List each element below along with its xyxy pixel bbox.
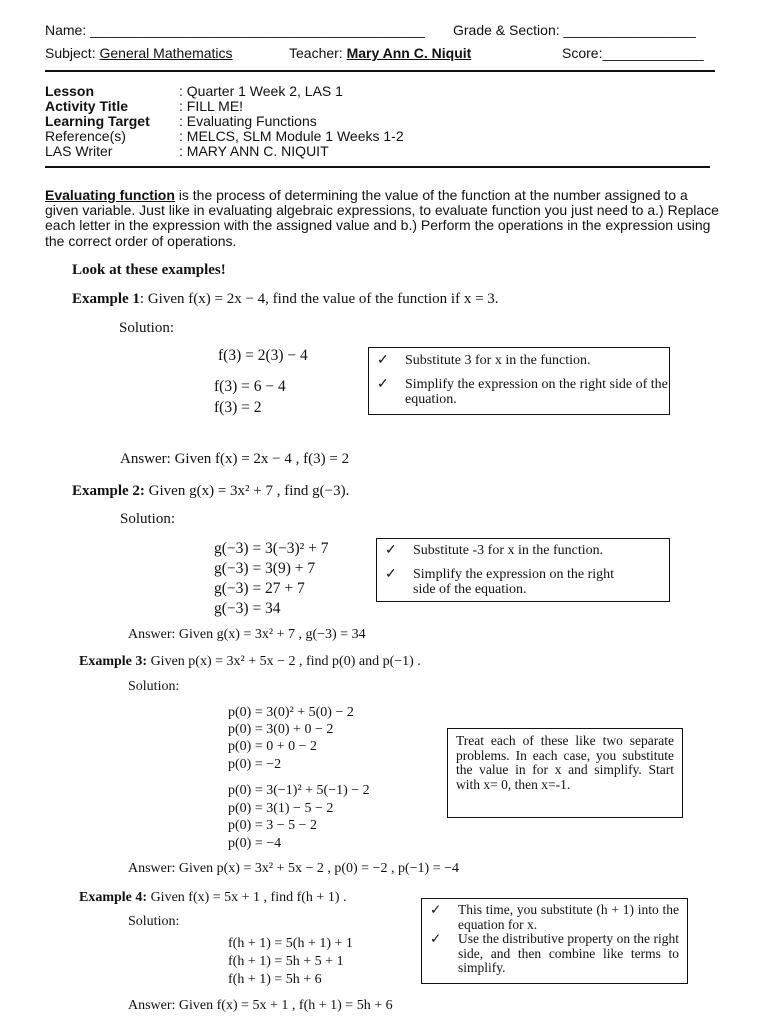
teacher-line <box>289 45 471 61</box>
step: f(3) = 2(3) − 4 <box>218 347 308 364</box>
step: p(0) = 3(1) − 5 − 2 <box>228 801 334 816</box>
info-label: Learning Target <box>45 113 150 129</box>
example-3-note-box: Treat each of these like two separate problems. In each case, you substitute the value in for x and simplify. Start with x= 0, then x=-1. <box>447 728 683 818</box>
info-value: : FILL ME! <box>179 98 244 114</box>
info-value: : Evaluating Functions <box>179 113 317 129</box>
example-3-answer: Answer: Given p(x) = 3x² + 5x − 2 , p(0) = −2 , p(−1) = −4 <box>128 861 459 876</box>
step: f(h + 1) = 5h + 5 + 1 <box>228 954 344 969</box>
step: p(0) = 3(0) + 0 − 2 <box>228 722 334 737</box>
check-icon: ✓ <box>385 566 397 582</box>
note-item: ✓ Simplify the expression on the right side of the equation. <box>377 376 668 407</box>
example-1-answer: Answer: Given f(x) = 2x − 4 , f(3) = 2 <box>120 451 350 467</box>
step: p(0) = −4 <box>228 836 282 851</box>
example-4-notes-box <box>421 898 688 984</box>
header-divider <box>45 70 715 72</box>
example-2-answer: Answer: Given g(x) = 3x² + 7 , g(−3) = 34 <box>128 627 366 642</box>
step: g(−3) = 27 + 7 <box>214 580 305 597</box>
info-divider <box>45 166 710 168</box>
step: p(0) = 3(0)² + 5(0) − 2 <box>228 705 354 720</box>
example-1-title: Example 1 <box>72 291 140 307</box>
solution-label: Solution: <box>128 679 180 694</box>
example-3-text: Given p(x) = 3x² + 5x − 2 , find p(0) and p(−1) . <box>147 654 421 669</box>
info-label: Lesson <box>45 83 95 99</box>
note-item: ✓ Substitute 3 for x in the function. <box>377 353 591 368</box>
example-2-title: Example 2: <box>72 483 145 499</box>
step: p(0) = 0 + 0 − 2 <box>228 739 318 754</box>
teacher-label: Teacher: <box>289 45 343 61</box>
step: p(0) = 3 − 5 − 2 <box>228 818 318 833</box>
info-value: : MELCS, SLM Module 1 Weeks 1-2 <box>179 128 404 144</box>
example-4-statement <box>79 890 347 906</box>
intro-term: Evaluating function <box>45 187 175 203</box>
info-values <box>179 84 404 159</box>
step: f(3) = 6 − 4 <box>214 378 286 395</box>
intro-text: is the process of determining the value of the function at the number assigned to a given variable. Just like in evaluating algebraic expressions, to evaluate function you just need to a.) Replace each letter in the expression with the assigned value and b.) Perform the operations in the expression using the correct order of operations. <box>45 187 719 249</box>
subject-line <box>45 45 233 61</box>
solution-label: Solution: <box>128 914 180 929</box>
teacher-value: Mary Ann C. Niquit <box>346 45 472 61</box>
solution-label: Solution: <box>120 511 176 527</box>
example-3-statement <box>79 654 421 670</box>
example-1-statement <box>72 291 499 308</box>
name-field[interactable]: Name: ___________________________________________ <box>45 22 425 38</box>
check-icon: ✓ <box>430 902 442 917</box>
example-2-statement <box>72 483 349 500</box>
note-item: ✓ Substitute -3 for x in the function. <box>385 543 604 558</box>
look-heading: Look at these examples! <box>72 262 226 278</box>
grade-section-field[interactable]: Grade & Section: _________________ <box>453 22 696 38</box>
example-2-notes-box <box>376 538 670 602</box>
step: g(−3) = 34 <box>214 600 281 617</box>
info-value: : MARY ANN C. NIQUIT <box>179 143 329 159</box>
check-icon: ✓ <box>430 931 442 946</box>
note-item: ✓ Use the distributive property on the right side, and then combine like terms to simplify. <box>430 931 679 975</box>
note-item: ✓ Simplify the expression on the right side of the equation. <box>385 566 615 597</box>
step: p(0) = −2 <box>228 757 282 772</box>
info-label: Activity Title <box>45 98 128 114</box>
note-item: ✓ This time, you substitute (h + 1) into the equation for x. <box>430 902 679 932</box>
example-3-title: Example 3: <box>79 654 148 669</box>
example-1-text: : Given f(x) = 2x − 4, find the value of the function if x = 3. <box>139 291 499 307</box>
score-field[interactable]: Score:_____________ <box>562 45 704 61</box>
solution-label: Solution: <box>119 320 175 336</box>
example-4-answer: Answer: Given f(x) = 5x + 1 , f(h + 1) = 5h + 6 <box>128 998 393 1013</box>
subject-value: General Mathematics <box>99 45 233 61</box>
subject-label: Subject: <box>45 45 96 61</box>
example-4-text: Given f(x) = 5x + 1 , find f(h + 1) . <box>147 890 347 905</box>
info-label: LAS Writer <box>45 143 113 159</box>
step: p(0) = 3(−1)² + 5(−1) − 2 <box>228 783 370 798</box>
info-label: Reference(s) <box>45 128 126 144</box>
step: f(3) = 2 <box>214 399 262 416</box>
step: f(h + 1) = 5h + 6 <box>228 972 322 987</box>
example-1-notes-box <box>368 347 670 415</box>
step: g(−3) = 3(−3)² + 7 <box>214 540 329 557</box>
check-icon: ✓ <box>377 376 389 392</box>
check-icon: ✓ <box>385 543 397 558</box>
step: g(−3) = 3(9) + 7 <box>214 560 316 577</box>
step: f(h + 1) = 5(h + 1) + 1 <box>228 936 353 951</box>
info-value: : Quarter 1 Week 2, LAS 1 <box>179 83 343 99</box>
check-icon: ✓ <box>377 353 389 368</box>
example-4-title: Example 4: <box>79 890 148 905</box>
intro-paragraph <box>45 188 725 249</box>
info-labels <box>45 84 150 159</box>
example-2-text: Given g(x) = 3x² + 7 , find g(−3). <box>144 483 350 499</box>
